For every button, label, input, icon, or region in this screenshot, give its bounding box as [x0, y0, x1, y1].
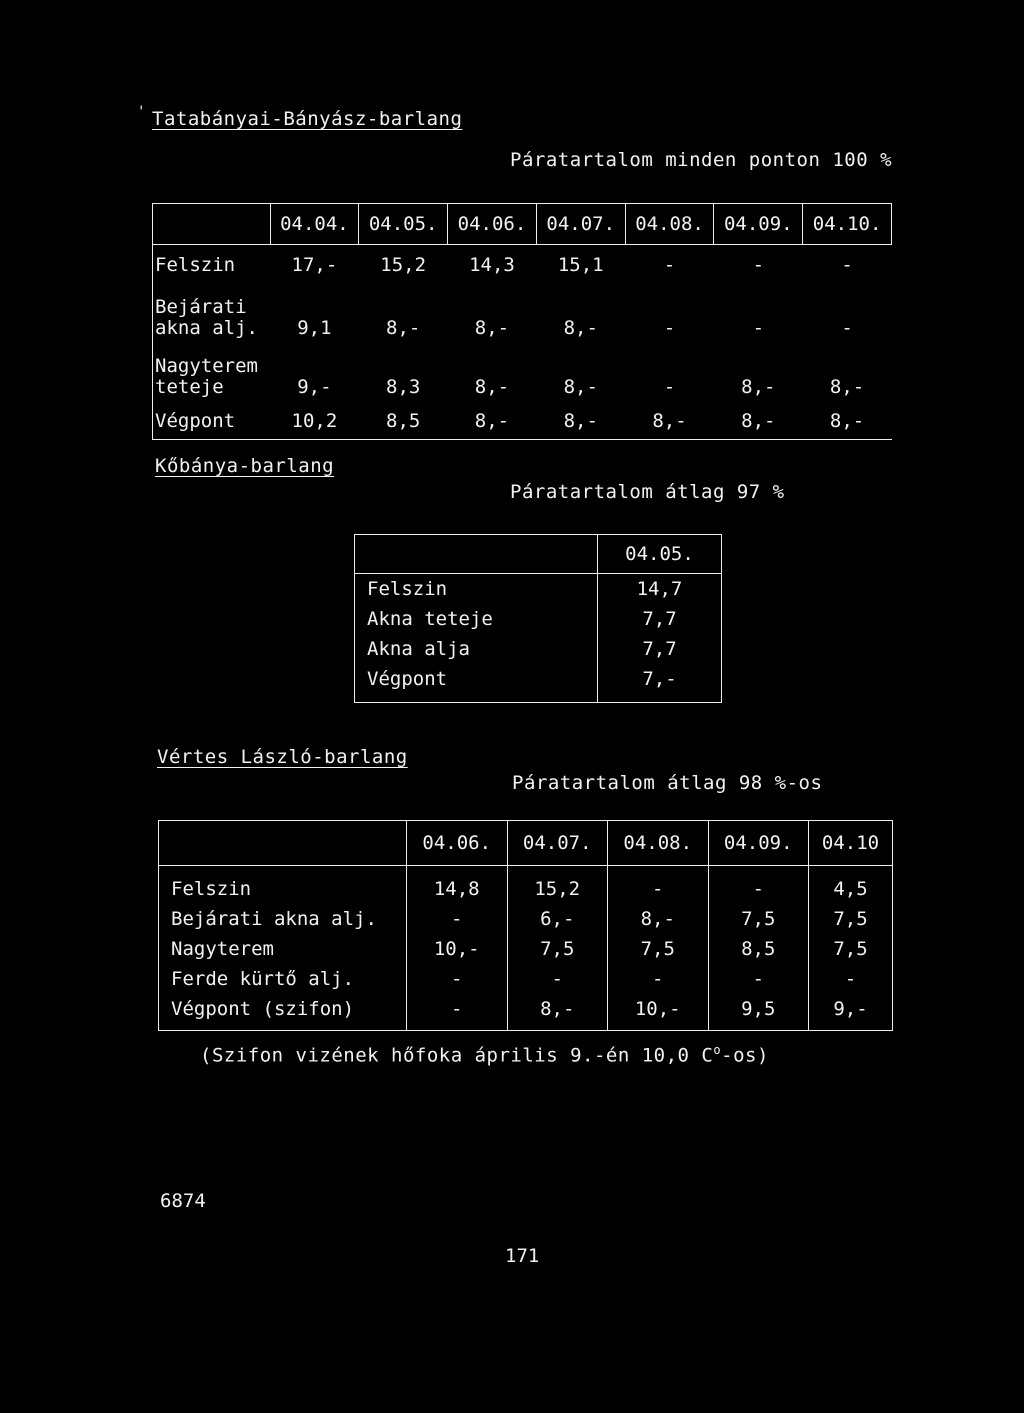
table-cell: 15,2 — [507, 866, 608, 905]
table-cell: 7,5 — [809, 934, 893, 964]
table-cell: 7,5 — [708, 904, 809, 934]
table-cell: 17,- — [291, 254, 338, 276]
section-subtitle-tatabanya: Páratartalom minden ponton 100 % — [510, 149, 893, 171]
table-cell: - — [608, 964, 709, 994]
table-cell: 14,3 — [469, 254, 515, 276]
row-label: Akna alja — [367, 638, 470, 660]
table-cell: 9,- — [809, 994, 893, 1031]
table-corner — [153, 204, 271, 245]
degree-superscript: o — [713, 1043, 722, 1057]
column-header: 04.07. — [536, 204, 625, 245]
column-header: 04.10. — [803, 204, 892, 245]
section-subtitle-kobanya: Páratartalom átlag 97 % — [510, 481, 785, 503]
column-header: 04.07. — [507, 821, 608, 866]
table-cell: 7,7 — [598, 604, 722, 634]
row-label: Végpont (szifon) — [171, 998, 355, 1020]
humidity-table-tatabanya — [152, 203, 892, 440]
row-label — [153, 245, 271, 286]
table-cell: 9,5 — [708, 994, 809, 1031]
table-cell: - — [809, 964, 893, 994]
table-cell: 8,- — [474, 376, 510, 398]
table-row — [159, 964, 893, 994]
table-cell: 10,- — [407, 934, 508, 964]
table-cell: 8,5 — [708, 934, 809, 964]
table-cell: - — [708, 964, 809, 994]
table-cell: 7,7 — [598, 634, 722, 664]
section-title-kobanya: Kőbánya-barlang — [155, 455, 335, 477]
table-cell: - — [407, 964, 508, 994]
table-cell: 7,5 — [507, 934, 608, 964]
table-cell: 8,- — [652, 410, 687, 432]
table-cell: 4,5 — [809, 866, 893, 905]
row-label-line: Bejárati — [155, 296, 247, 318]
column-header: 04.10 — [809, 821, 893, 866]
table-cell: 8,- — [741, 376, 776, 398]
row-label-line: akna alj. — [155, 317, 258, 339]
table-cell: 7,- — [598, 664, 722, 703]
table-row — [153, 245, 892, 286]
table-cell: 8,5 — [386, 410, 421, 432]
table-cell: 8,- — [829, 410, 865, 432]
column-header: 04.09. — [714, 204, 803, 245]
humidity-table-kobanya — [354, 534, 722, 703]
row-label — [153, 344, 271, 403]
table-cell: - — [841, 317, 853, 339]
table-row — [159, 866, 893, 905]
table-cell: 8,- — [608, 904, 709, 934]
section-title-vertes: Vértes László-barlang — [157, 746, 408, 768]
table-cell: 14,7 — [598, 574, 722, 605]
table-cell: 9,1 — [297, 317, 332, 339]
table-row — [153, 403, 892, 440]
section-subtitle-vertes: Páratartalom átlag 98 %-os — [512, 772, 823, 794]
row-label: Ferde kürtő alj. — [171, 968, 355, 990]
siphon-temperature-note — [200, 1043, 769, 1066]
table-cell: 8,- — [741, 410, 776, 432]
row-label: Nagyterem — [171, 938, 274, 960]
table-cell: - — [608, 866, 709, 905]
table-cell: 6,- — [507, 904, 608, 934]
table-row — [355, 604, 722, 634]
table-row — [153, 285, 892, 344]
row-label-line: Nagyterem — [155, 355, 258, 377]
table-header-row — [153, 204, 892, 245]
margin-mark: ' — [137, 104, 146, 120]
table-cell: - — [663, 317, 676, 339]
table-cell: - — [663, 254, 676, 276]
table-row — [355, 574, 722, 605]
table-row — [153, 344, 892, 403]
row-label: Felszin — [367, 578, 448, 600]
table-cell: - — [407, 904, 508, 934]
column-header: 04.05. — [359, 204, 448, 245]
table-corner — [355, 535, 598, 574]
table-cell: 8,- — [474, 410, 510, 432]
table-cell: 7,5 — [608, 934, 709, 964]
table-header-row — [355, 535, 722, 574]
table-cell: 10,2 — [291, 410, 338, 432]
table-row — [159, 934, 893, 964]
row-label — [153, 285, 271, 344]
table-cell: 8,- — [829, 376, 865, 398]
column-header: 04.05. — [598, 535, 722, 574]
table-cell: 8,- — [563, 376, 598, 398]
humidity-table-vertes — [158, 820, 893, 1031]
note-text-suffix: -os) — [721, 1044, 769, 1067]
page-number: 171 — [505, 1245, 540, 1267]
column-header: 04.06. — [407, 821, 508, 866]
row-label-line: Felszin — [155, 253, 236, 276]
table-cell: 8,- — [507, 994, 608, 1031]
table-cell: - — [752, 317, 765, 339]
section-title-tatabanya: Tatabányai-Bányász-barlang — [152, 108, 463, 130]
row-label-line: teteje — [155, 376, 224, 398]
row-label — [153, 403, 271, 440]
table-cell: 8,- — [563, 410, 598, 432]
column-header: 04.06. — [448, 204, 537, 245]
table-cell: 8,- — [386, 317, 421, 339]
table-cell: - — [663, 376, 676, 398]
row-label: Végpont — [367, 668, 448, 690]
column-header: 04.08. — [608, 821, 709, 866]
table-cell: - — [708, 866, 809, 905]
table-cell: 7,5 — [809, 904, 893, 934]
table-cell: 8,- — [474, 317, 510, 339]
table-cell: - — [752, 254, 765, 276]
column-header: 04.09. — [708, 821, 809, 866]
row-label-line: Végpont — [155, 409, 236, 432]
row-label: Bejárati akna alj. — [171, 908, 377, 930]
table-row — [159, 904, 893, 934]
table-row — [159, 994, 893, 1031]
row-label: Felszin — [171, 878, 252, 900]
column-header: 04.04. — [270, 204, 359, 245]
note-text: (Szifon vizének hőfoka április 9.-én 10,0 C — [200, 1044, 714, 1067]
table-cell: 9,- — [297, 376, 332, 398]
table-header-row — [159, 821, 893, 866]
table-cell: 15,1 — [557, 254, 604, 276]
document-code: 6874 — [160, 1190, 206, 1212]
table-row — [355, 634, 722, 664]
table-cell: - — [507, 964, 608, 994]
table-cell: 10,- — [608, 994, 709, 1031]
table-cell: 8,3 — [386, 376, 421, 398]
table-cell: 8,- — [563, 317, 598, 339]
table-cell: 14,8 — [407, 866, 508, 905]
table-row — [355, 664, 722, 703]
table-corner — [159, 821, 407, 866]
column-header: 04.08. — [625, 204, 714, 245]
table-cell: - — [841, 254, 853, 276]
table-cell: 15,2 — [380, 254, 427, 276]
row-label: Akna teteje — [367, 608, 493, 630]
table-cell: - — [407, 994, 508, 1031]
